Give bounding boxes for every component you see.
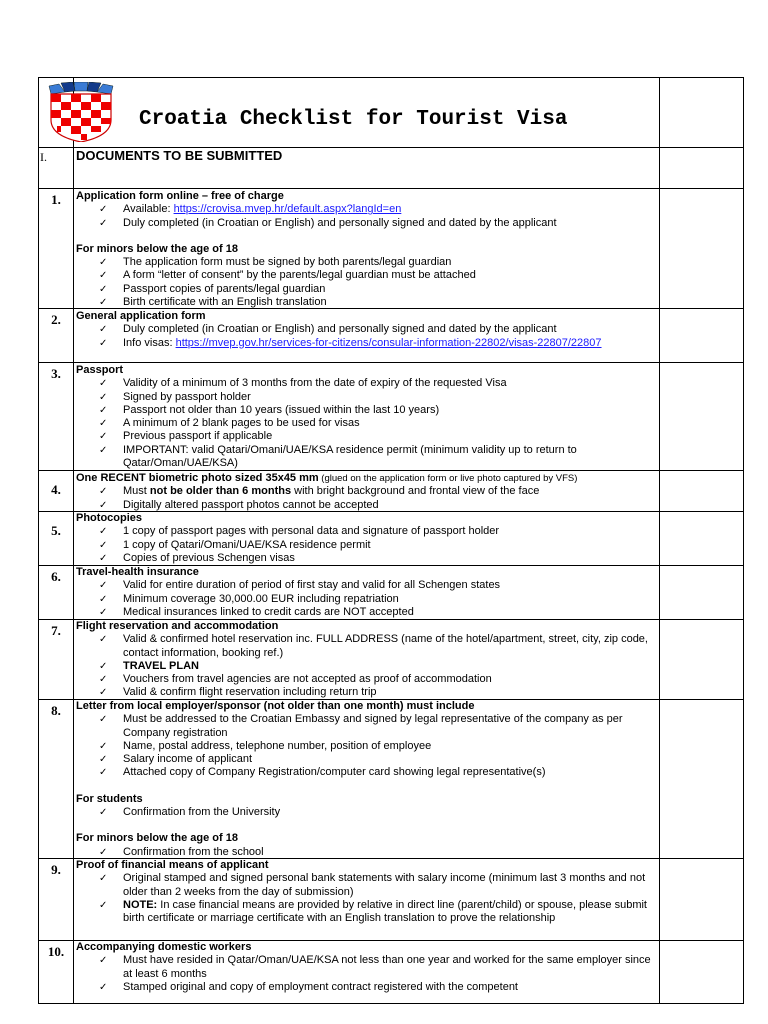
header [39, 78, 660, 148]
check-icon: ✓ [99, 873, 108, 885]
check-icon: ✓ [99, 217, 108, 229]
check-icon: ✓ [99, 499, 108, 511]
list-item: ✓ Duly completed (in Croatian or English) and personally signed and dated by the applicant [99, 323, 557, 336]
check-icon: ✓ [99, 539, 108, 551]
item-heading: Proof of financial means of applicant [76, 859, 269, 871]
list-item: ✓ Salary income of applicant [99, 753, 253, 766]
section-numeral: I. [40, 150, 47, 164]
item-8 [39, 699, 743, 859]
item-1 [39, 188, 743, 309]
check-icon: ✓ [99, 283, 108, 295]
check-icon: ✓ [99, 297, 108, 309]
item-6 [39, 565, 743, 620]
section-row [39, 147, 743, 189]
minors-heading: For minors below the age of 18 [76, 242, 238, 255]
list-item: ✓ Copies of previous Schengen visas [99, 551, 295, 564]
item-number: 2. [51, 312, 61, 327]
item-heading: Photocopies [76, 512, 143, 524]
check-icon: ✓ [99, 552, 108, 564]
check-icon: ✓ [99, 687, 108, 699]
list-item: ✓ Confirmation from the school [99, 845, 264, 858]
item-10 [39, 940, 743, 1005]
minors-heading: For minors below the age of 18 [76, 832, 238, 845]
list-item: ✓ Name, postal address, telephone number, position of employee [99, 739, 432, 752]
check-icon: ✓ [99, 606, 108, 618]
check-icon: ✓ [99, 714, 108, 726]
item-number: 4. [51, 482, 61, 497]
item-heading: Accompanying domestic workers [76, 941, 252, 953]
check-icon: ✓ [99, 324, 108, 336]
item-4 [39, 470, 743, 512]
check-icon: ✓ [99, 807, 108, 819]
list-item: ✓ Must have resided in Qatar/Oman/UAE/KSA not less than one year and worked for the same employer since at least 6 months [99, 954, 651, 980]
list-item: ✓ Valid & confirmed hotel reservation inc. FULL ADDRESS (name of the hotel/apartment, street, city, zip code, contact information, booking ref.) [99, 633, 648, 659]
list-item: ✓ 1 copy of passport pages with personal data and signature of passport holder [99, 525, 500, 538]
item-number: 9. [51, 862, 61, 877]
item-heading: Passport [76, 364, 124, 376]
item-number: 8. [51, 703, 61, 718]
check-icon: ✓ [99, 634, 108, 646]
list-item: ✓ Available: https://crovisa.mvep.hr/default.aspx?langId=en [99, 203, 402, 216]
check-icon: ✓ [99, 981, 108, 993]
item-number: 10. [47, 944, 65, 959]
list-item: ✓ Confirmation from the University [99, 806, 281, 819]
item-heading: Travel-health insurance [76, 566, 199, 578]
list-item: ✓ Minimum coverage 30,000.00 EUR including repatriation [99, 592, 399, 605]
list-item: ✓ IMPORTANT: valid Qatari/Omani/UAE/KSA residence permit (minimum validity up to return to Qatar/Oman/UAE/KSA) [99, 443, 577, 470]
item-heading: Letter from local employer/sponsor (not older than one month) must include [76, 700, 475, 712]
list-item: ✓ Signed by passport holder [99, 390, 251, 403]
check-icon: ✓ [99, 418, 108, 430]
item-7 [39, 619, 743, 700]
item-number: 5. [51, 523, 61, 538]
check-icon: ✓ [99, 444, 108, 456]
check-icon: ✓ [99, 754, 108, 766]
check-icon: ✓ [99, 899, 108, 911]
page-title: Croatia Checklist for Tourist Visa [139, 108, 568, 131]
check-icon: ✓ [99, 674, 108, 686]
list-item: ✓ TRAVEL PLAN [99, 659, 199, 672]
item-3 [39, 362, 743, 471]
list-item: ✓ Must not be older than 6 months with bright background and frontal view of the face [99, 485, 540, 498]
croatian-coat-of-arms-icon [45, 82, 117, 142]
list-item: ✓ Birth certificate with an English translation [99, 296, 327, 309]
check-icon: ✓ [99, 526, 108, 538]
checklist-table [38, 77, 744, 1004]
item-number: 6. [51, 569, 61, 584]
mvep-visas-link[interactable]: https://mvep.gov.hr/services-for-citizens/consular-information-22802/visas-22807/22807 [175, 336, 602, 349]
check-icon: ✓ [99, 204, 108, 216]
item-5 [39, 511, 743, 566]
list-item: ✓ NOTE: In case financial means are provided by relative in direct line (parent/child) or spouse, please submit birth certificate or marriage certificate with an English translation to prove the relationship [99, 898, 647, 925]
check-icon: ✓ [99, 580, 108, 592]
list-item: ✓ Attached copy of Company Registration/computer card showing legal representative(s) [99, 766, 546, 779]
list-item: ✓ The application form must be signed by both parents/legal guardian [99, 256, 452, 269]
list-item: ✓ Stamped original and copy of employment contract registered with the competent [99, 980, 518, 993]
check-icon: ✓ [99, 404, 108, 416]
check-icon: ✓ [99, 378, 108, 390]
list-item: ✓ Duly completed (in Croatian or English) and personally signed and dated by the applicant [99, 216, 557, 229]
check-icon: ✓ [99, 391, 108, 403]
list-item: ✓ Previous passport if applicable [99, 430, 273, 443]
list-item: ✓ 1 copy of Qatari/Omani/UAE/KSA residence permit [99, 538, 371, 551]
list-item: ✓ Valid & confirm flight reservation including return trip [99, 686, 377, 699]
item-heading: Flight reservation and accommodation [76, 620, 279, 632]
check-icon: ✓ [99, 486, 108, 498]
check-icon: ✓ [99, 767, 108, 779]
list-item: ✓ Passport not older than 10 years (issued within the last 10 years) [99, 403, 440, 416]
item-2 [39, 308, 743, 363]
item-number: 1. [51, 192, 61, 207]
list-item: ✓ Valid for entire duration of period of first stay and valid for all Schengen states [99, 579, 501, 592]
item-number: 3. [51, 366, 61, 381]
list-item: ✓ Info visas: https://mvep.gov.hr/services-for-citizens/consular-information-22802/visas-22807/22807 [99, 336, 602, 349]
check-icon: ✓ [99, 270, 108, 282]
list-item: ✓ Digitally altered passport photos cannot be accepted [99, 498, 379, 511]
list-item: ✓ Original stamped and signed personal bank statements with salary income (minimum last 3 months and not older than 2 weeks from the day of submission) [99, 872, 646, 898]
list-item: ✓ A minimum of 2 blank pages to be used for visas [99, 417, 360, 430]
list-item: ✓ A form “letter of consent” by the parents/legal guardian must be attached [99, 269, 476, 282]
item-heading: One RECENT biometric photo sized 35x45 mm (glued on the application form or live photo captured by VFS) [76, 472, 578, 484]
item-heading: General application form [76, 310, 206, 322]
check-icon: ✓ [99, 740, 108, 752]
check-icon: ✓ [99, 846, 108, 858]
check-icon: ✓ [99, 955, 108, 967]
item-number: 7. [51, 623, 61, 638]
check-icon: ✓ [99, 257, 108, 269]
list-item: ✓ Vouchers from travel agencies are not accepted as proof of accommodation [99, 673, 492, 686]
check-icon: ✓ [99, 660, 108, 672]
students-heading: For students [76, 792, 143, 805]
section-heading: DOCUMENTS TO BE SUBMITTED [76, 148, 283, 163]
check-icon: ✓ [99, 593, 108, 605]
list-item: ✓ Validity of a minimum of 3 months from the date of expiry of the requested Visa [99, 377, 507, 390]
check-icon: ✓ [99, 431, 108, 443]
crovisa-link[interactable]: https://crovisa.mvep.hr/default.aspx?langId=en [173, 203, 402, 216]
item-heading: Application form online – free of charge [76, 190, 284, 202]
list-item: ✓ Must be addressed to the Croatian Embassy and signed by legal representative of the company as per Company registration [99, 713, 623, 739]
list-item: ✓ Medical insurances linked to credit cards are NOT accepted [99, 605, 414, 618]
check-icon: ✓ [99, 337, 108, 349]
list-item: ✓ Passport copies of parents/legal guardian [99, 282, 326, 295]
item-9 [39, 858, 743, 941]
